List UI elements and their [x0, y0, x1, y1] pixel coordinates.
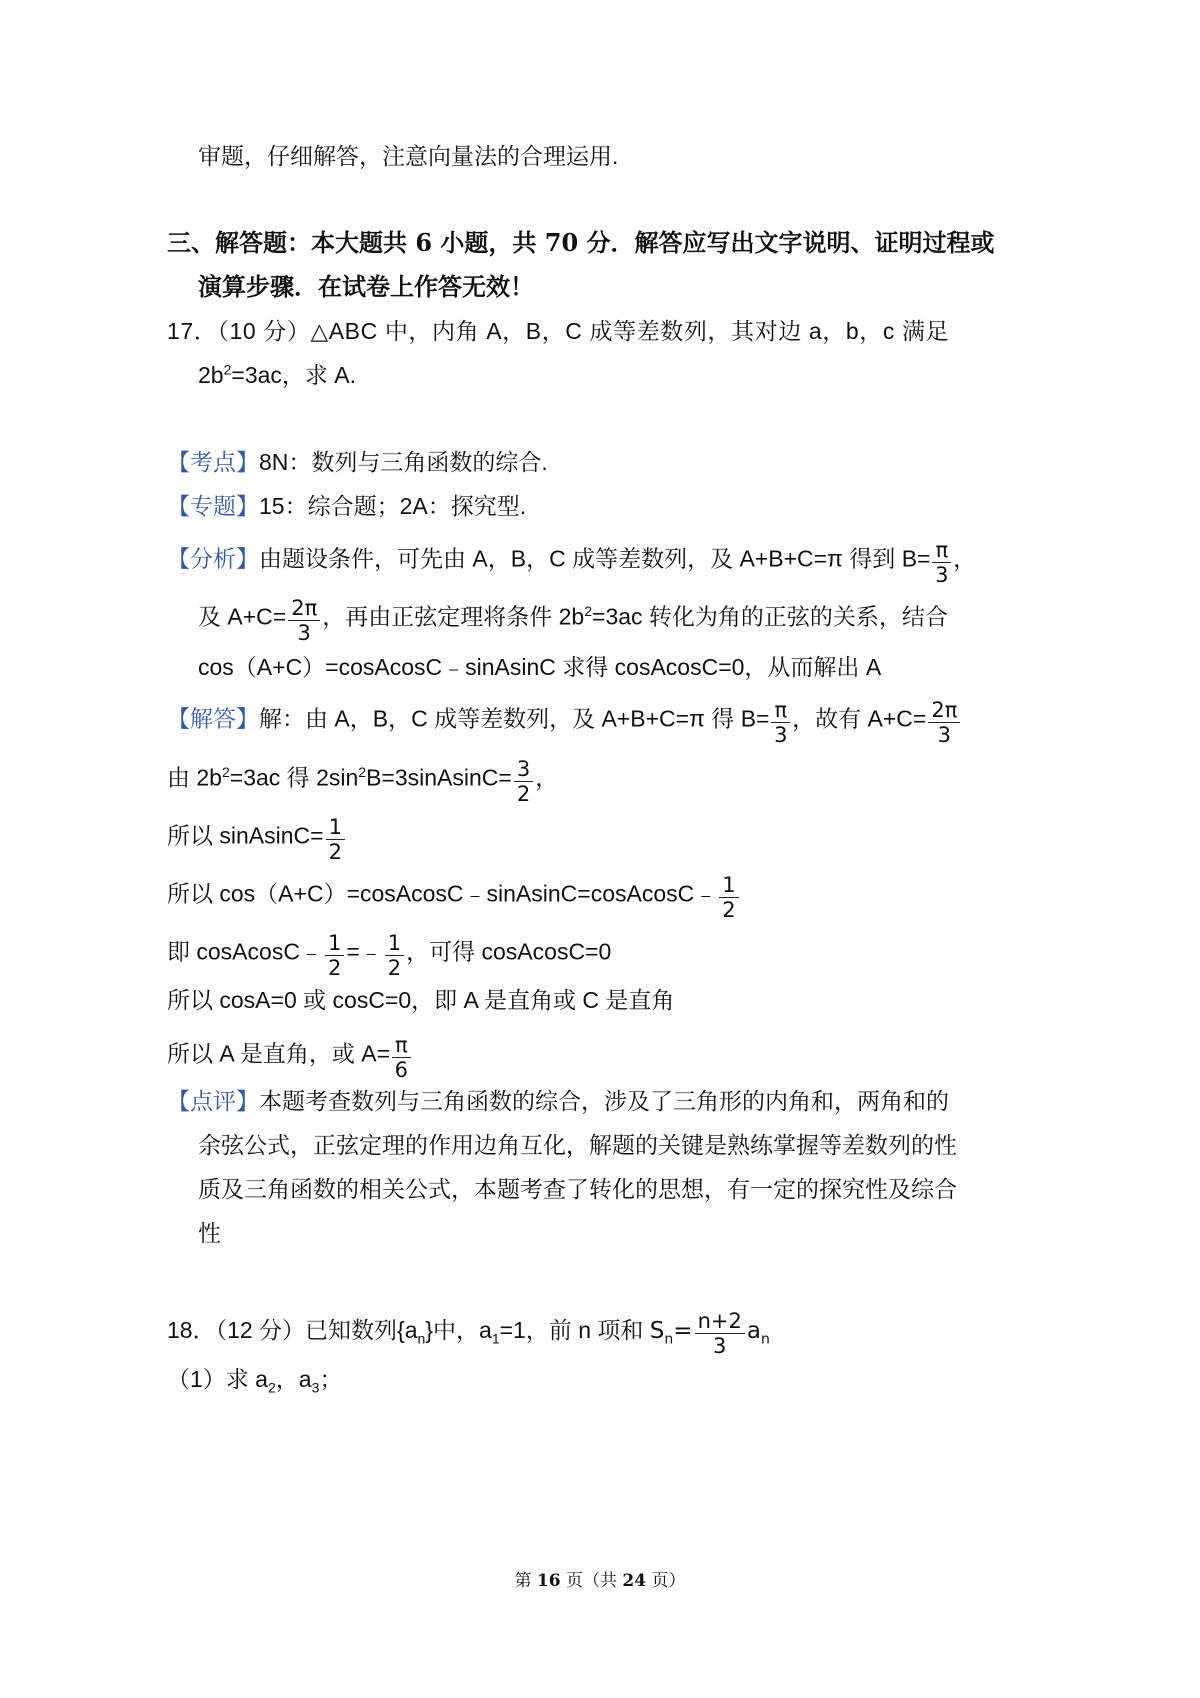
jieda-line6: 所以 cosA=0 或 cosC=0，即 A 是直角或 C 是直角	[167, 987, 675, 1013]
q17-line1: 17．（10 分）△ABC 中，内角 A，B，C 成等差数列，其对边 a，b，c 满足	[167, 318, 950, 344]
q18-line1: 18．（12 分）已知数列$\{a_n\}$中，$a_1=1$，前 n 项和 $S_n=$ $\frac{n+2}{3}$ $a_n$	[167, 1309, 770, 1358]
dianping-line2: 余弦公式，正弦定理的作用边角互化，解题的关键是熟练掌握等差数列的性	[198, 1132, 957, 1158]
page-number: 16	[536, 1571, 561, 1591]
kaodian-tag: 【考点】	[167, 449, 259, 475]
q17-line2: $2b^2=3ac$，求 A.	[198, 361, 357, 388]
fenxi-line3: cos（A+C）=cosAcosC﹣sinAsinC 求得 cosAcosC=0，从而解出 A	[198, 654, 882, 680]
fraction-pi-over-6: $\frac{\pi}{6}$	[392, 1034, 411, 1081]
fraction-1-over-2: $\frac{1}{2}$	[326, 816, 345, 863]
jieda-line5: 即 cosAcosC﹣ $\frac{1}{2}$ =﹣ $\frac{1}{2}$ ，可得 cosAcosC=0	[167, 931, 612, 980]
fraction-1-over-2: $\frac{1}{2}$	[385, 932, 404, 979]
fraction-1-over-2: $\frac{1}{2}$	[719, 874, 738, 921]
jieda-line4: 所以 cos（A+C）=cosAcosC﹣sinAsinC=cosAcosC﹣ $\frac{1}{2}$	[167, 872, 741, 919]
page-footer: 第 16 页（共 24 页）	[514, 1571, 686, 1591]
dianping-line4: 性	[198, 1220, 221, 1246]
fraction-1-over-2: $\frac{1}{2}$	[325, 932, 344, 979]
dianping-line3: 质及三角函数的相关公式，本题考查了转化的思想，有一定的探究性及综合	[198, 1176, 957, 1202]
fraction-pi-over-3: $\frac{\pi}{3}$	[932, 539, 951, 586]
zhuanti-tag: 【专题】	[167, 493, 259, 519]
jieda-tag: 【解答】	[167, 705, 259, 732]
section-heading-line1: 三、解答题：本大题共 6 小题，共 70 分．解答应写出文字说明、证明过程或	[167, 228, 995, 257]
fraction-n-plus-2-over-3: $\frac{n+2}{3}$	[695, 1310, 745, 1357]
fraction-2pi-over-3: $\frac{2\pi}{3}$	[928, 699, 960, 746]
intro-tail: 审题，仔细解答，注意向量法的合理运用.	[198, 143, 619, 169]
fraction-pi-over-3: $\frac{\pi}{3}$	[771, 699, 790, 746]
formula-sn: $S_n=$ $\frac{n+2}{3}$ $a_n$	[649, 1309, 770, 1358]
kaodian-line: 【考点】8N：数列与三角函数的综合.	[167, 449, 548, 475]
q18-part1: （1）求 $a_2$，$a_3$；	[167, 1366, 343, 1396]
dianping-line1: 【点评】本题考查数列与三角函数的综合，涉及了三角形的内角和，两角和的	[167, 1088, 949, 1114]
dianping-tag: 【点评】	[167, 1088, 259, 1114]
fenxi-tag: 【分析】	[167, 545, 259, 572]
jieda-line7: 所以 A 是直角，或 A= $\frac{\pi}{6}$	[167, 1032, 413, 1079]
zhuanti-line: 【专题】15：综合题；2A：探究型.	[167, 493, 527, 519]
page-total: 24	[622, 1571, 647, 1591]
fenxi-line1: 【分析】由题设条件，可先由 A，B，C 成等差数列，及 A+B+C=π 得到 B= $\frac{\pi}{3}$ ，	[167, 538, 977, 587]
jieda-line2: 由 $2b^2=3ac$ 得 $2\sin^2B=3sinAsinC=$ $\frac{3}{2}$ ，	[167, 757, 559, 806]
jieda-line1: 【解答】解：由 A，B，C 成等差数列，及 A+B+C=π 得 B= $\frac{\pi}{3}$ ，故有 A+C= $\frac{2\pi}{3}$	[167, 697, 962, 744]
section-heading-line2: 演算步骤．在试卷上作答无效！	[198, 272, 534, 301]
jieda-line3: 所以 sinAsinC= $\frac{1}{2}$	[167, 814, 347, 861]
fraction-2pi-over-3: $\frac{2\pi}{3}$	[288, 597, 320, 644]
fenxi-line2: 及 A+C= $\frac{2\pi}{3}$ ，再由正弦定理将条件 $2b^2=3ac$ 转化为角的正弦的关系，结合	[198, 596, 948, 645]
fraction-3-over-2: $\frac{3}{2}$	[514, 758, 533, 805]
